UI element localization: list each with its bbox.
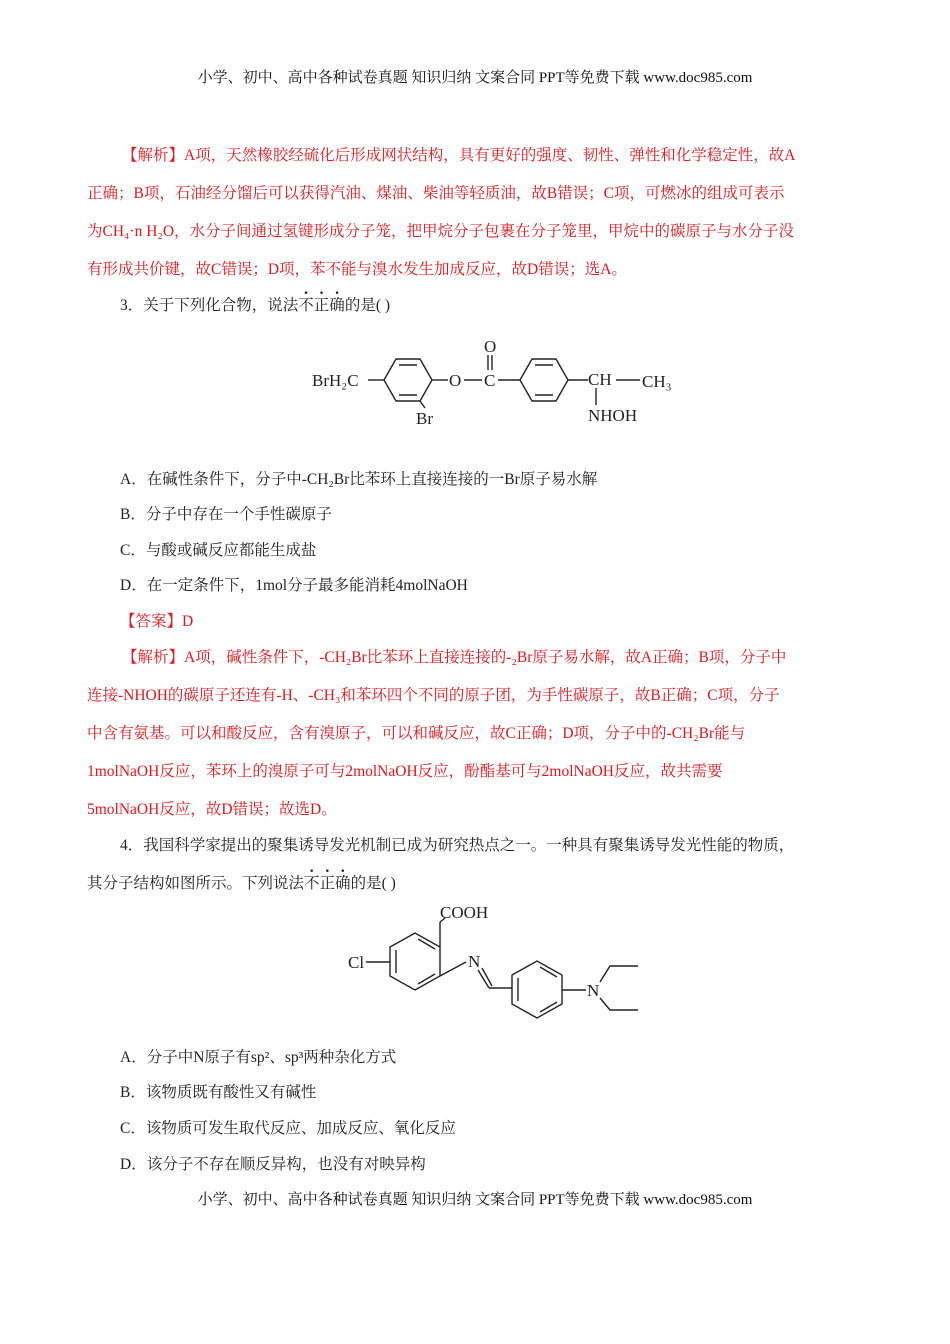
emphasis-char: 确	[329, 297, 345, 314]
analysis-line: 为CH₄·n H₂O，水分子间通过氢键形成分子笼，把甲烷分子包裹在分子笼里，甲烷中的碳原子与水分子没	[87, 223, 795, 240]
stem-text: 的是( )	[344, 297, 391, 314]
analysis-line: 有形成共价键，故C错误；D项，苯不能与溴水发生加成反应，故D错误；选A。	[87, 261, 627, 278]
analysis-line: 【解析】A项，天然橡胶经硫化后形成网状结构，具有更好的强度、韧性、弹性和化学稳定性，故A	[122, 147, 796, 164]
page-header: 小学、初中、高中各种试卷真题 知识归纳 文案合同 PPT等免费下载 www.doc985.com	[197, 70, 753, 86]
atom-label: Cl	[348, 953, 365, 972]
atom-label: BrH₂C	[312, 371, 359, 390]
analysis-line: 【解析】A项，碱性条件下，-CH₂Br比苯环上直接连接的-₂Br原子易水解，故A正确；B项，分子中	[122, 649, 787, 666]
option-d: D．该分子不存在顺反异构，也没有对映异构	[120, 1156, 426, 1173]
analysis-line: 1molNaOH反应，苯环上的溴原子可与2molNaOH反应，酚酯基可与2molNaOH反应，故共需要	[87, 763, 723, 780]
emphasis-char: 不	[298, 297, 314, 314]
emphasis-char: 不	[304, 875, 320, 892]
question-4-stem-line2	[87, 874, 396, 894]
option-a: A．分子中N原子有sp²、sp³两种杂化方式	[120, 1049, 397, 1066]
analysis-line: 连接-NHOH的碳原子还连有-H、-CH₃和苯环四个不同的原子团，为手性碳原子，故B正确；C项，分子	[87, 687, 780, 704]
page-footer: 小学、初中、高中各种试卷真题 知识归纳 文案合同 PPT等免费下载 www.doc985.com	[197, 1192, 753, 1208]
option-d: D．在一定条件下，1mol分子最多能消耗4molNaOH	[120, 577, 468, 594]
atom-label: N	[587, 981, 600, 1000]
emphasis-char: 正	[319, 875, 336, 892]
option-b: B．该物质既有酸性又有碱性	[120, 1084, 317, 1101]
stem-text: 3．关于下列化合物，说法	[120, 297, 299, 314]
atom-label: COOH	[440, 903, 489, 922]
answer-q3: 【答案】D	[120, 613, 194, 630]
atom-label: NHOH	[588, 406, 638, 425]
atom-label: CH₃	[642, 372, 672, 391]
emphasis-char: 确	[335, 875, 351, 892]
atom-label: O	[449, 371, 462, 390]
atom-label: N	[468, 952, 481, 971]
analysis-line: 5molNaOH反应，故D错误；故选D。	[87, 801, 337, 818]
analysis-line: 中含有氨基。可以和酸反应，含有溴原子，可以和碱反应，故C正确；D项，分子中的-CH₂Br能与	[87, 725, 746, 742]
atom-label: C	[484, 371, 496, 390]
atom-label: O	[484, 337, 497, 356]
analysis-line: 正确；B项，石油经分馏后可以获得汽油、煤油、柴油等轻质油，故B错误；C项，可燃冰的组成可表示	[87, 185, 785, 202]
option-c: C．与酸或碱反应都能生成盐	[120, 542, 317, 559]
option-a: A．在碱性条件下，分子中-CH₂Br比苯环上直接连接的一Br原子易水解	[120, 471, 598, 488]
atom-label: CH	[588, 370, 612, 389]
stem-text: 其分子结构如图所示。下列说法	[87, 875, 305, 892]
emphasis-char: 正	[313, 297, 330, 314]
stem-text: 的是( )	[350, 875, 396, 892]
question-4-stem-line1: 4．我国科学家提出的聚集诱导发光机制已成为研究热点之一。一种具有聚集诱导发光性能的物质，	[120, 837, 795, 854]
molecule-q3	[312, 337, 672, 428]
option-c: C．该物质可发生取代反应、加成反应、氧化反应	[120, 1120, 456, 1137]
option-b: B．分子中存在一个手性碳原子	[120, 506, 332, 523]
molecule-q4	[348, 903, 638, 1018]
atom-label: Br	[416, 409, 433, 428]
